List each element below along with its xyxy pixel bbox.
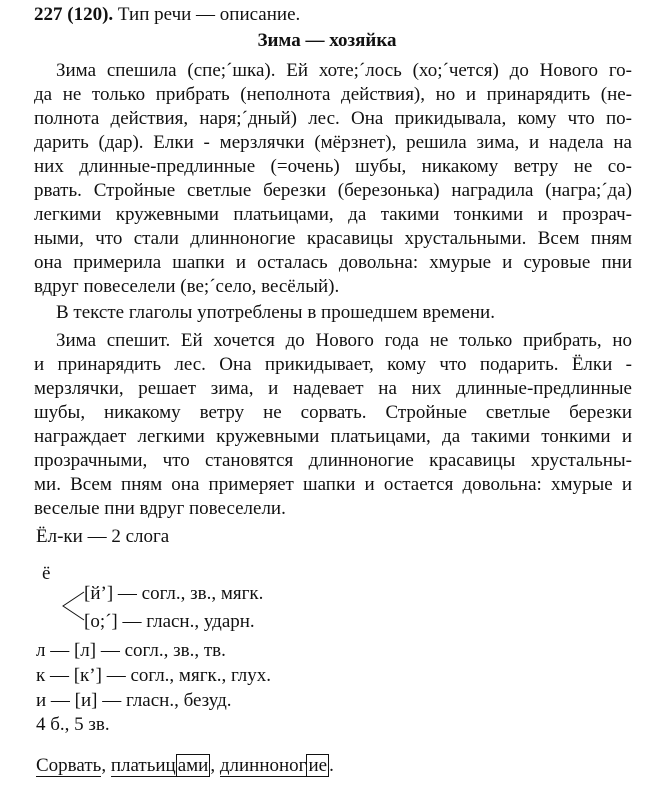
- present-line: награждает легкими кружевными платьицами, да такими тонкими и: [34, 426, 632, 447]
- text-line: рвать. Стройные светлые березки (березонька) наградила (награ;´да): [34, 180, 632, 201]
- phonetic-heading: Ёл-ки — 2 слога: [36, 526, 170, 547]
- text-line: она примерила шапки и осталась довольна: хмурые и суровые пни: [34, 252, 632, 273]
- branch-icon: [60, 590, 86, 624]
- morpheme-stem-3: длинноног: [219, 755, 307, 776]
- phonetic-k: к — [к’] — согл., мягк., глух.: [36, 665, 272, 686]
- present-line: прозрачными, что становятся длинноногие красавицы хрустальны-: [34, 450, 632, 471]
- phonetic-i: и — [и] — гласн., безуд.: [36, 690, 232, 711]
- exercise-number: 227 (120).: [34, 4, 114, 25]
- morpheme-stem-2: платьиц: [110, 755, 176, 776]
- text-line: них длинные-предлинные (=очень) шубы, никакому ветру не со-: [34, 156, 632, 177]
- separator: ,: [210, 755, 220, 776]
- phonetic-letter-yo: ё: [42, 563, 51, 584]
- text-title: Зима — хозяйка: [257, 30, 397, 51]
- text-line: ными, что стали длинноногие красавицы хрустальными. Всем пням: [34, 228, 632, 249]
- exercise-task: Тип речи — описание.: [117, 4, 301, 25]
- phonetic-l: л — [л] — согл., зв., тв.: [36, 640, 226, 661]
- text-line: полнота действия, наря;´дный) лес. Она прикидывала, кому что по-: [34, 108, 632, 129]
- present-line: ми. Всем пням она примеряет шапки и остается довольна: хмурые и: [34, 474, 632, 495]
- text-line: дарить (дар). Елки - мерзлячки (мёрзнет), решила зима, и надела на: [34, 132, 632, 153]
- period: .: [329, 755, 334, 776]
- present-line: шубы, никакому ветру не сорвать. Стройные светлые березки: [34, 402, 632, 423]
- present-line: и принарядить лес. Она прикидывает, кому что подарить. Ёлки -: [34, 354, 632, 375]
- present-line: Зима спешит. Ей хочется до Нового года не только прибрать, но: [56, 330, 632, 351]
- exercise-header: [34, 4, 632, 26]
- morpheme-ending-3: ие: [308, 755, 328, 776]
- phonetic-yo-2: [о;´] — гласн., ударн.: [84, 611, 255, 632]
- morpheme-word-1: Сорвать: [36, 755, 102, 776]
- present-line: веселые пни вдруг повеселели.: [34, 498, 286, 519]
- text-line: вдруг повеселели (ве;´село, весёлый).: [34, 276, 340, 297]
- present-line: мерзлячки, решает зима, и надевает на них длинные-предлинные: [34, 378, 632, 399]
- morpheme-ending-2: ами: [177, 755, 209, 776]
- separator: ,: [101, 755, 111, 776]
- phonetic-yo-1: [й’] — согл., зв., мягк.: [84, 583, 264, 604]
- text-line: легкими кружевными платьицами, да такими тонкими и прозрач-: [34, 204, 632, 225]
- morpheme-analysis: [36, 755, 334, 777]
- note-line: В тексте глаголы употреблены в прошедшем времени.: [56, 302, 495, 323]
- phonetic-summary: 4 б., 5 зв.: [36, 714, 110, 735]
- text-line: да не только прибрать (неполнота действия), но и принарядить (не-: [34, 84, 632, 105]
- text-line: Зима спешила (спе;´шка). Ей хоте;´лось (хо;´чется) до Нового го-: [56, 60, 632, 81]
